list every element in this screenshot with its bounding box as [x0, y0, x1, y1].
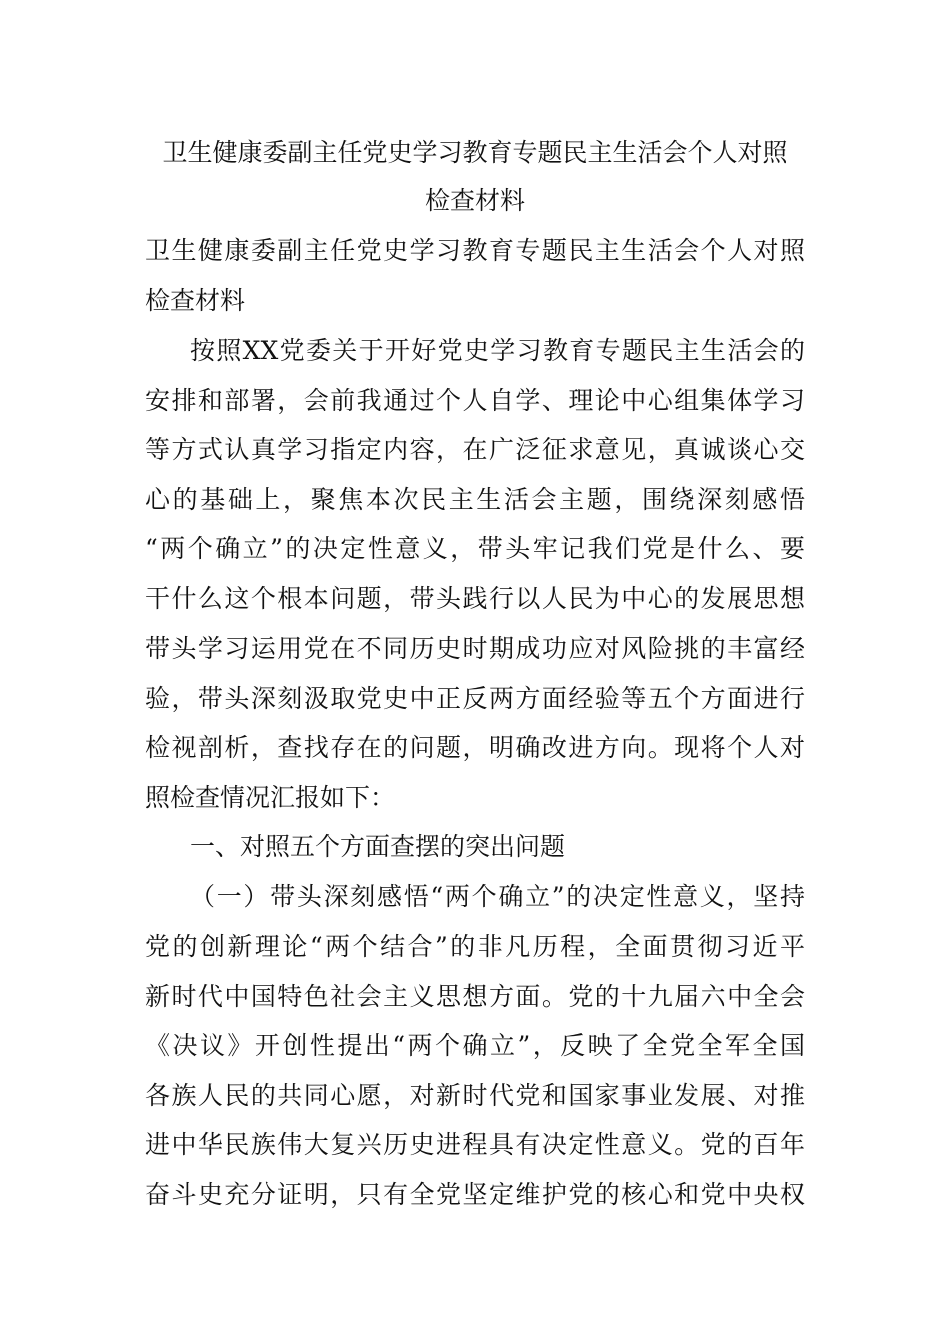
paragraph-2-line-3: 新时代中国特色社会主义思想方面。党的十九届六中全会 [145, 982, 805, 1011]
paragraph-1-line-10: 照检查情况汇报如下： [145, 783, 396, 812]
paragraph-1-line-9: 检视剖析，查找存在的问题，明确改进方向。现将个人对 [145, 733, 805, 762]
paragraph-2-line-4: 《决议》开创性提出“两个确立”，反映了全党全军全国 [145, 1031, 805, 1060]
paragraph-2-line-5: 各族人民的共同心愿，对新时代党和国家事业发展、对推 [145, 1081, 805, 1110]
paragraph-1-line-8: 验，带头深刻汲取党史中正反两方面经验等五个方面进行 [145, 684, 805, 713]
paragraph-1-line-4: 心的基础上，聚焦本次民主生活会主题，围绕深刻感悟 [145, 485, 805, 514]
paragraph-2-line-2: 党的创新理论“两个结合”的非凡历程，全面贯彻习近平 [145, 932, 805, 961]
paragraph-1-line-7: 带头学习运用党在不同历史时期成功应对风险挑的丰富经 [145, 634, 805, 663]
document-title-line-1: 卫生健康委副主任党史学习教育专题民主生活会个人对照 [162, 138, 788, 167]
paragraph-1-line-1: 按照XX党委关于开好党史学习教育专题民主生活会的 [190, 336, 805, 365]
paragraph-2-line-1: （一）带头深刻感悟“两个确立”的决定性意义，坚持 [190, 882, 805, 911]
document-title-line-2: 检查材料 [424, 186, 525, 215]
paragraph-2-line-6: 进中华民族伟大复兴历史进程具有决定性意义。党的百年 [145, 1130, 805, 1159]
paragraph-2-line-7: 奋斗史充分证明，只有全党坚定维护党的核心和党中央权 [145, 1180, 805, 1209]
paragraph-1-line-6: 干什么这个根本问题，带头践行以人民为中心的发展思想 [145, 584, 805, 613]
section-heading-1: 一、对照五个方面查摆的突出问题 [190, 832, 566, 861]
paragraph-1-line-5: “两个确立”的决定性意义，带头牢记我们党是什么、要 [145, 534, 805, 563]
paragraph-1-line-3: 等方式认真学习指定内容，在广泛征求意见，真诚谈心交 [145, 435, 805, 464]
subtitle-line-1: 卫生健康委副主任党史学习教育专题民主生活会个人对照 [145, 236, 805, 265]
subtitle-line-2: 检查材料 [145, 286, 246, 315]
paragraph-1-line-2: 安排和部署，会前我通过个人自学、理论中心组集体学习 [145, 386, 805, 415]
